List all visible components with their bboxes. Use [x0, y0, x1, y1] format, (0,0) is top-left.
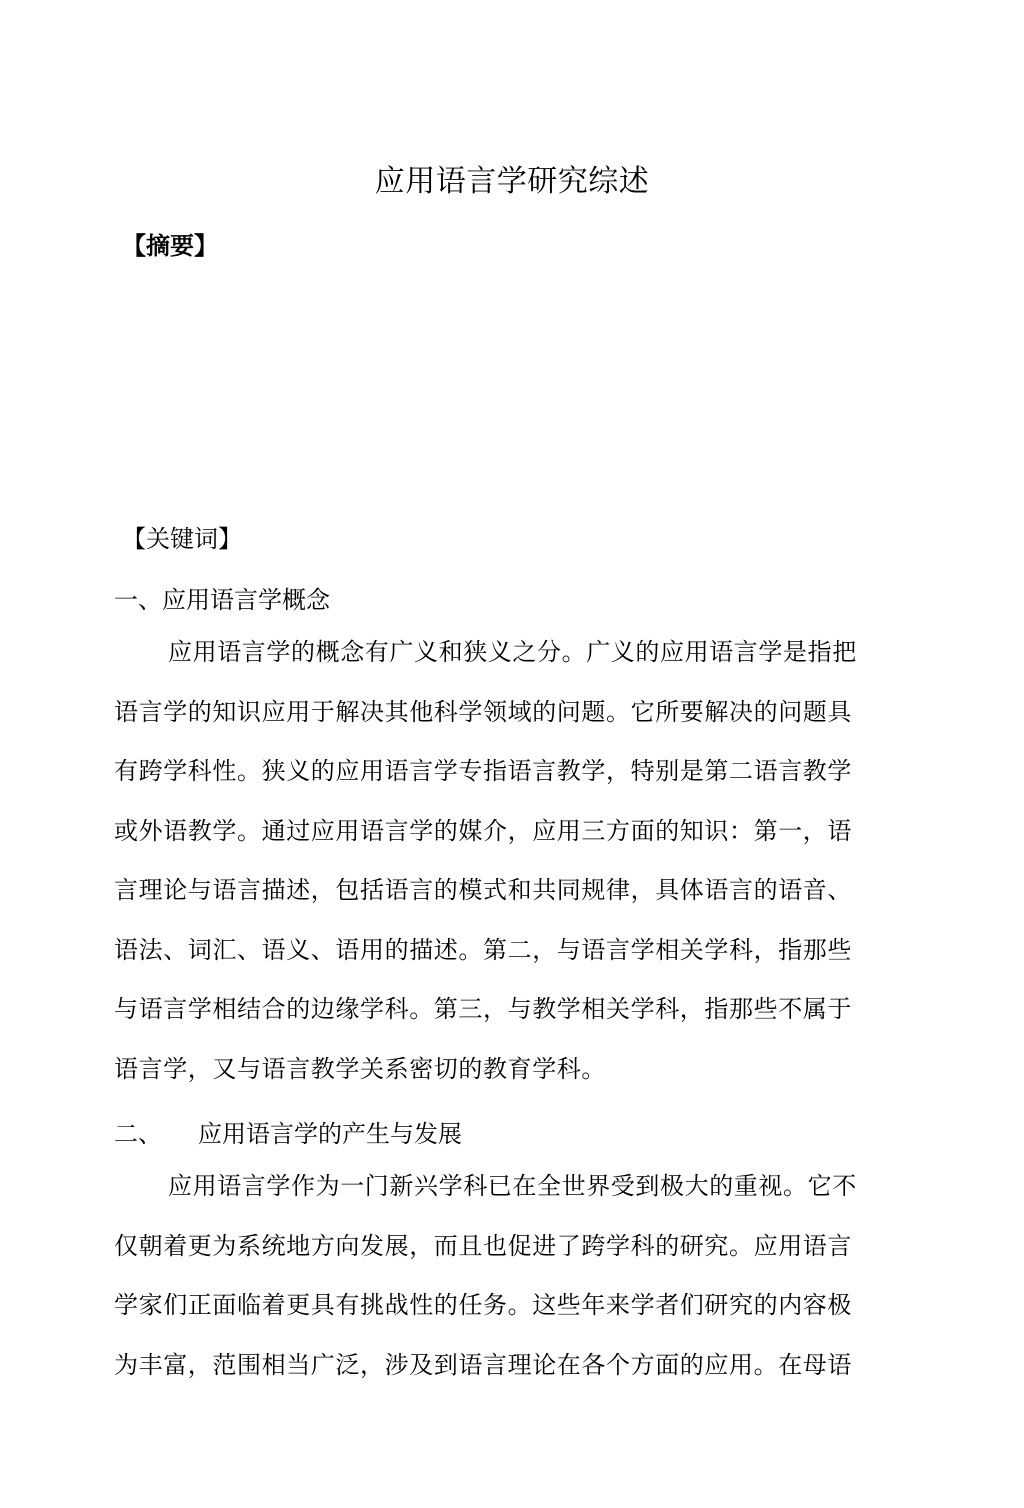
- document-title: 应用语言学研究综述: [374, 164, 650, 199]
- section-title: 应用语言学的产生与发展: [198, 1120, 462, 1148]
- section-number: 二、: [114, 1120, 162, 1148]
- section-1: [114, 582, 874, 618]
- section-heading: [114, 1116, 874, 1152]
- paragraph-line: 有跨学科性。狭义的应用语言学专指语言教学，特别是第二语言教学: [114, 757, 852, 785]
- paragraph-line: 语言学，又与语言教学关系密切的教育学科。: [114, 1054, 606, 1083]
- paragraph-line: 与语言学相结合的边缘学科。第三，与教学相关学科，指那些不属于: [114, 995, 852, 1023]
- paragraph-line: 语法、词汇、语义、语用的描述。第二，与语言学相关学科，指那些: [114, 935, 852, 964]
- section-title: 应用语言学概念: [162, 586, 330, 614]
- paragraph-line: 应用语言学的概念有广义和狭义之分。广义的应用语言学是指把: [168, 638, 857, 666]
- paragraph-line: 或外语教学。通过应用语言学的媒介，应用三方面的知识：第一，语: [114, 816, 852, 845]
- paragraph-line: 应用语言学作为一门新兴学科已在全世界受到极大的重视。它不: [168, 1172, 857, 1200]
- paragraph-line: 为丰富，范围相当广泛，涉及到语言理论在各个方面的应用。在母语: [114, 1350, 852, 1379]
- section-1-body: [114, 632, 874, 1108]
- section-number: 一、: [114, 586, 162, 614]
- keywords-label: 【关键词】: [122, 525, 242, 553]
- section-2-body: [114, 1166, 874, 1404]
- paragraph-line: 学家们正面临着更具有挑战性的任务。这些年来学者们研究的内容极: [114, 1291, 852, 1319]
- paragraph-line: 语言学的知识应用于解决其他科学领域的问题。它所要解决的问题具: [114, 697, 852, 726]
- section-heading: [114, 582, 874, 618]
- paragraph-line: 言理论与语言描述，包括语言的模式和共同规律，具体语言的语音、: [114, 876, 852, 904]
- paragraph-line: 仅朝着更为系统地方向发展，而且也促进了跨学科的研究。应用语言: [114, 1231, 852, 1260]
- section-2: [114, 1116, 874, 1152]
- abstract-label: 【摘要】: [122, 232, 218, 260]
